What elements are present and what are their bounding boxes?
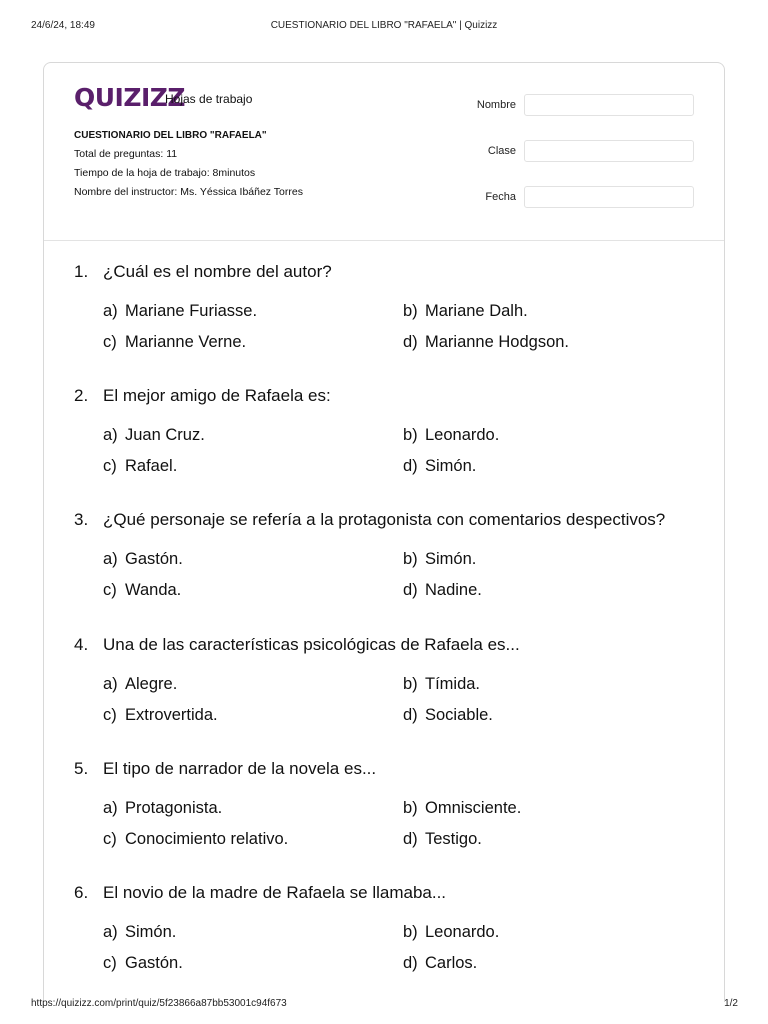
option-a: a) Simón. [103,923,177,941]
option-a: a) Protagonista. [103,799,223,817]
question-text: El mejor amigo de Rafaela es: [103,386,331,405]
question-number: 6. [74,883,89,902]
option-b: b) Simón. [403,550,477,568]
question-text: Una de las características psicológicas de Rafaela es... [103,635,520,654]
page-number: 1/2 [724,998,738,1009]
date-label: Fecha [485,191,516,203]
date-field[interactable] [524,186,694,208]
question-5 [74,759,714,869]
worksheet-header [44,63,724,241]
worksheet-title: CUESTIONARIO DEL LIBRO "RAFAELA" [74,130,267,141]
question-text: ¿Cuál es el nombre del autor? [103,262,332,281]
option-a: a) Mariane Furiasse. [103,302,258,320]
option-a: a) Gastón. [103,550,183,568]
option-c: c) Extrovertida. [103,706,218,724]
question-text: El tipo de narrador de la novela es... [103,759,377,778]
quizizz-logo: QUIZIZZ [74,83,186,112]
question-text: El novio de la madre de Rafaela se llamaba... [103,883,447,902]
option-a: a) Alegre. [103,675,178,693]
name-field[interactable] [524,94,694,116]
option-d: d) Simón. [403,457,477,475]
worksheet-meta [74,127,304,203]
question-text: ¿Qué personaje se refería a la protagonista con comentarios despectivos? [103,510,666,529]
print-footer [0,984,768,1024]
question-number: 4. [74,635,89,654]
print-header [0,0,768,40]
option-b: b) Tímida. [403,675,481,693]
option-d: d) Testigo. [403,830,482,848]
option-d: d) Marianne Hodgson. [403,333,570,351]
question-2 [74,386,714,496]
question-number: 1. [74,262,89,281]
class-label: Clase [487,145,516,157]
option-c: c) Conocimiento relativo. [103,830,289,848]
question-4 [74,635,714,745]
option-b: b) Leonardo. [403,426,500,444]
option-a: a) Juan Cruz. [103,426,205,444]
option-c: c) Gastón. [103,954,183,972]
instructor-name: Nombre del instructor: Ms. Yéssica Ibáñez Torres [74,186,303,198]
print-url: https://quizizz.com/print/quiz/5f23866a87bb53001c94f673 [31,998,287,1009]
option-c: c) Rafael. [103,457,178,475]
question-6 [74,883,714,993]
worksheet-time: Tiempo de la hoja de trabajo: 8minutos [74,167,256,179]
option-b: b) Omnisciente. [403,799,522,817]
option-c: c) Marianne Verne. [103,333,247,351]
option-b: b) Leonardo. [403,923,500,941]
class-field[interactable] [524,140,694,162]
option-b: b) Mariane Dalh. [403,302,528,320]
print-title: CUESTIONARIO DEL LIBRO "RAFAELA" | Quizizz [270,20,498,31]
question-1 [74,262,714,372]
option-c: c) Wanda. [103,581,182,599]
logo-subtitle: Hojas de trabajo [165,92,253,106]
name-label: Nombre [476,99,516,111]
option-d: d) Sociable. [403,706,493,724]
question-number: 2. [74,386,89,405]
option-d: d) Nadine. [403,581,482,599]
print-date: 24/6/24, 18:49 [31,20,95,31]
total-questions: Total de preguntas: 11 [74,148,178,160]
question-number: 5. [74,759,89,778]
option-d: d) Carlos. [403,954,478,972]
question-number: 3. [74,510,89,529]
question-3 [74,510,714,620]
